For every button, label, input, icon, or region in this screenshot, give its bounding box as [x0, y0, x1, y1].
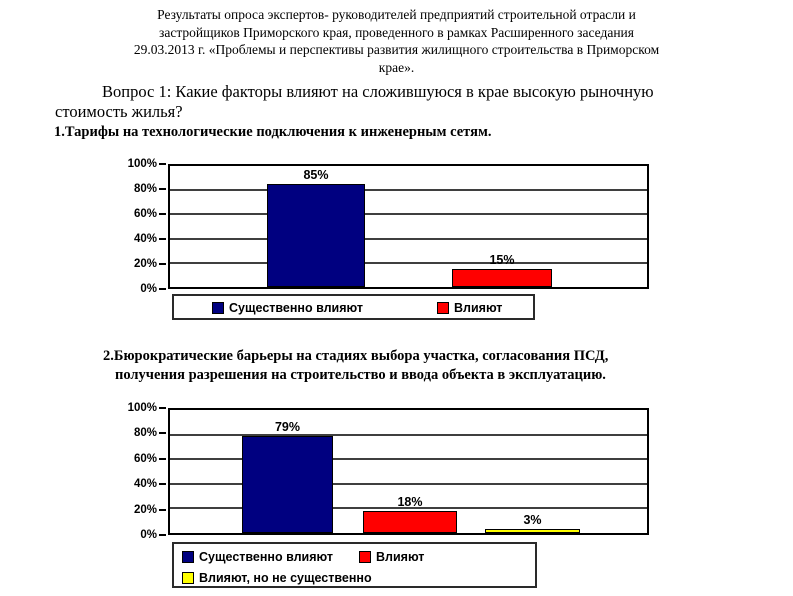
- chart2: [0, 394, 793, 596]
- chart2-legend: [172, 542, 537, 588]
- y-tick-label: 100%: [108, 156, 168, 172]
- bar-influence: [452, 269, 552, 287]
- y-tick-label: 20%: [108, 502, 168, 518]
- y-tick-label: 40%: [108, 231, 168, 247]
- question-text: [55, 82, 765, 121]
- question-line: стоимость жилья?: [55, 101, 183, 121]
- bar-value-label: 15%: [489, 252, 515, 267]
- bar-group: [242, 410, 333, 533]
- question-line: Вопрос 1: Какие факторы влияют на сложившуюся в крае высокую рыночную: [102, 82, 654, 101]
- gridline: [170, 189, 647, 191]
- chart1-legend: [172, 294, 535, 320]
- y-tick-label: 100%: [108, 400, 168, 416]
- chart2-y-axis: [108, 402, 168, 541]
- bar-group: [452, 166, 552, 287]
- bar-group: [267, 166, 365, 287]
- gridline: [170, 262, 647, 264]
- bar-value-label: 18%: [397, 494, 423, 509]
- y-tick-label: 80%: [108, 181, 168, 197]
- bar-significant: [242, 436, 333, 533]
- legend-label: Существенно влияют: [199, 550, 333, 564]
- legend-marker-navy: [212, 302, 224, 314]
- legend-marker-red: [359, 551, 371, 563]
- gridline: [170, 213, 647, 215]
- y-tick-label: 0%: [108, 527, 168, 543]
- bar-value-label: 85%: [303, 168, 329, 183]
- chart1: [0, 150, 793, 330]
- bar-group: [485, 410, 580, 533]
- bar-value-label: 3%: [523, 513, 542, 528]
- bar-value-label: 79%: [274, 419, 301, 434]
- y-tick-label: 60%: [108, 451, 168, 467]
- chart1-plot-area: [168, 164, 649, 289]
- y-tick-label: 20%: [108, 256, 168, 272]
- legend-item: [182, 549, 333, 565]
- legend-item: [359, 549, 424, 565]
- legend-label: Влияют: [376, 550, 425, 564]
- bar-group: [363, 410, 457, 533]
- bar-insignificant: [485, 529, 580, 533]
- document-header: [0, 6, 793, 76]
- chart1-y-axis: [108, 158, 168, 295]
- section2-title-line1: 2.Бюрократические барьеры на стадиях выбора участка, согласования ПСД,: [103, 348, 609, 364]
- y-tick-label: 0%: [108, 281, 168, 297]
- legend-marker-yellow: [182, 572, 194, 584]
- legend-marker-red: [437, 302, 449, 314]
- legend-item: [212, 300, 363, 316]
- y-tick-label: 60%: [108, 206, 168, 222]
- legend-item: [437, 300, 502, 316]
- legend-label: Влияют, но не существенно: [199, 571, 372, 585]
- y-tick-label: 80%: [108, 425, 168, 441]
- legend-marker-navy: [182, 551, 194, 563]
- header-line: застройщиков Приморского края, проведенного в рамках Расширенного заседания: [159, 24, 634, 40]
- bar-significant: [267, 184, 365, 287]
- bar-influence: [363, 511, 457, 533]
- legend-label: Существенно влияют: [229, 301, 363, 315]
- header-line: крае».: [378, 59, 415, 75]
- chart2-plot-area: [168, 408, 649, 535]
- header-line: Результаты опроса экспертов- руководителей предприятий строительной отрасли и: [157, 7, 636, 22]
- legend-item: [182, 570, 372, 586]
- gridline: [170, 238, 647, 240]
- header-line: 29.03.2013 г. «Проблемы и перспективы развития жилищного строительства в Приморском: [133, 42, 660, 58]
- legend-label: Влияют: [454, 301, 503, 315]
- section2-title-line2: получения разрешения на строительство и ввода объекта в эксплуатацию.: [115, 367, 606, 383]
- y-tick-label: 40%: [108, 476, 168, 492]
- section1-title: 1.Тарифы на технологические подключения к инженерным сетям.: [54, 124, 492, 140]
